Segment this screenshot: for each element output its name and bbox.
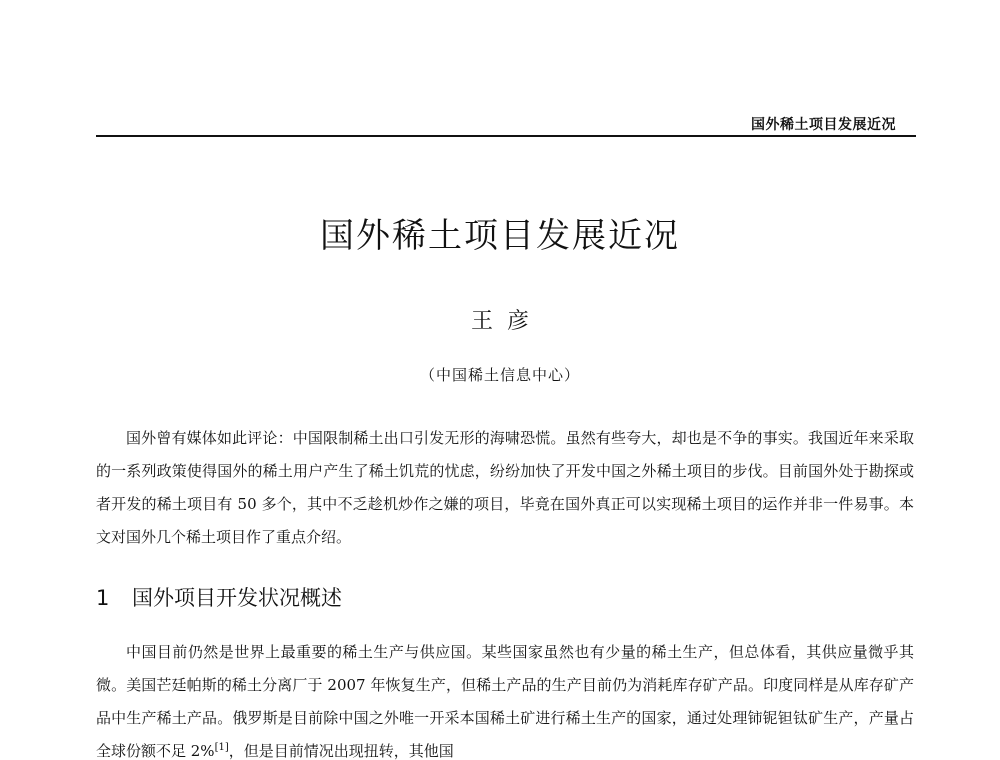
section-1-heading xyxy=(96,582,342,612)
author-affiliation: （中国稀土信息中心） xyxy=(419,366,580,384)
section-number: 1 xyxy=(96,586,110,610)
header-rule xyxy=(96,135,916,137)
paragraph-tail: ，但是目前情况出现扭转，其他国 xyxy=(228,742,454,760)
running-header: 国外稀土项目发展近况 xyxy=(751,117,896,133)
intro-paragraph: 国外曾有媒体如此评论：中国限制稀土出口引发无形的海啸恐慌。虽然有些夸大，却也是不争的事实。我国近年来采取的一系列政策使得国外的稀土用户产生了稀土饥荒的忧虑，纷纷加快了开发中国之外稀土项目的步伐。目前国外处于勘探或者开发的稀土项目有 50 多个，其中不乏趁机炒作之嫌的项目，毕竟在国外真正可以实现稀土项目的运作并非一件易事。本文对国外几个稀土项目作了重点介绍。 xyxy=(96,429,914,546)
section-title: 国外项目开发状况概述 xyxy=(132,586,342,610)
paragraph-text: 中国目前仍然是世界上最重要的稀土生产与供应国。某些国家虽然也有少量的稀土生产，但总体看，其供应量微乎其微。美国芒廷帕斯的稀土分离厂于 2007 年恢复生产，但稀土产品的生产目前仍为消耗库存矿产品。印度同样是从库存矿产品中生产稀土产品。俄罗斯是目前除中国之外唯一开采本国稀土矿进行稀土生产的国家，通过处理铈铌钽钛矿生产，产量占全球份额不足 2% xyxy=(96,643,914,760)
paper-title: 国外稀土项目发展近况 xyxy=(320,216,680,256)
citation-ref[interactable]: [1] xyxy=(214,742,229,753)
author-name: 王彦 xyxy=(470,309,543,334)
section-1-paragraph xyxy=(96,636,914,760)
